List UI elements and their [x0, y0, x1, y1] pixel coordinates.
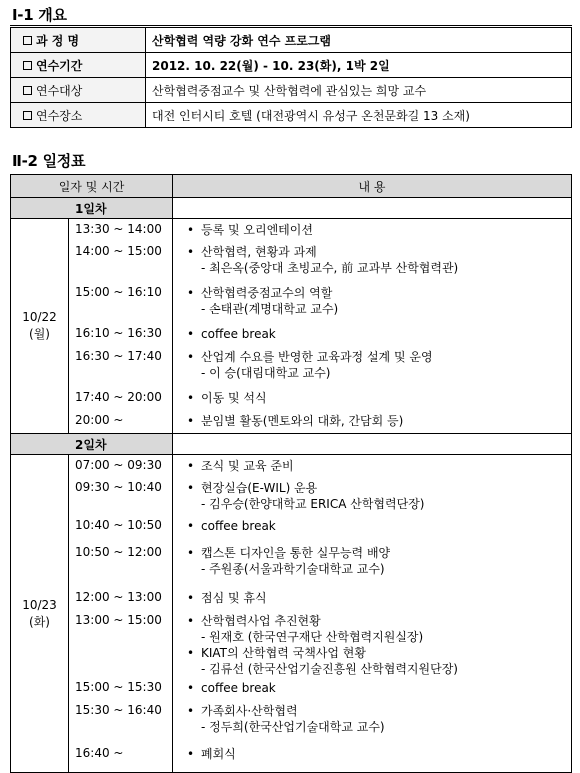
content-line: - 주원종(서울과학기술대학교 교수) — [201, 562, 385, 576]
content: • 산학협력사업 추진현황 - 원재호 (한국연구재단 산학협력지원실장) • KIAT의 산학협력 국책사업 현황 - 김류선 (한국산업기술진흥원 산학협력지원단장) — [173, 610, 572, 677]
content-line: 등록 및 오리엔테이션 — [201, 223, 313, 237]
date-cell — [11, 219, 69, 434]
content: • 이동 및 석식 — [173, 387, 572, 410]
table-row — [11, 241, 572, 282]
schedule-header-row — [11, 175, 572, 198]
content-line: 조식 및 교육 준비 — [201, 459, 294, 473]
content: • 분임별 활동(멘토와의 대화, 간담회 등) — [173, 410, 572, 434]
overview-row — [11, 78, 572, 103]
content: • 산학협력중점교수의 역할 - 손태관(계명대학교 교수) — [173, 282, 572, 323]
day-blank — [173, 434, 572, 455]
overview-row — [11, 103, 572, 128]
overview-table — [10, 27, 572, 128]
header-datetime: 일자 및 시간 — [11, 175, 173, 198]
content-line: 산학협력중점교수의 역할 — [201, 286, 333, 300]
overview-row — [11, 28, 572, 53]
table-row — [11, 323, 572, 346]
content: • 조식 및 교육 준비 — [173, 455, 572, 478]
content-line: - 김우승(한양대학교 ERICA 산학협력단장) — [201, 497, 425, 511]
content-line: - 정두희(한국산업기술대학교 교수) — [201, 720, 385, 734]
overview-value: 대전 인터시티 호텔 (대전광역시 유성구 온천문화길 13 소재) — [146, 103, 572, 128]
table-row — [11, 219, 572, 242]
content-line: 점심 및 휴식 — [201, 591, 267, 605]
table-row — [11, 610, 572, 677]
time: 12:00 ~ 13:00 — [69, 587, 173, 610]
content-line: 산학협력, 현황과 과제 — [201, 245, 317, 259]
day-label: 2일차 — [11, 434, 173, 455]
content-line: - 이 승(대림대학교 교수) — [201, 366, 331, 380]
content-line: coffee break — [201, 327, 276, 341]
table-row — [11, 410, 572, 434]
content-line: coffee break — [201, 519, 276, 533]
time: 15:00 ~ 15:30 — [69, 677, 173, 700]
time: 15:00 ~ 16:10 — [69, 282, 173, 323]
time: 14:00 ~ 15:00 — [69, 241, 173, 282]
content-line: 캡스톤 디자인을 통한 실무능력 배양 — [201, 546, 391, 560]
content-line: 분임별 활동(멘토와의 대화, 간담회 등) — [201, 414, 404, 428]
overview-value: 산학협력중점교수 및 산학협력에 관심있는 희망 교수 — [146, 78, 572, 103]
table-row — [11, 477, 572, 515]
time: 16:10 ~ 16:30 — [69, 323, 173, 346]
content: • 산학협력, 현황과 과제 - 최은옥(중앙대 초빙교수, 前 교과부 산학협력관) — [173, 241, 572, 282]
table-row — [11, 455, 572, 478]
content: • 캡스톤 디자인을 통한 실무능력 배양 - 주원종(서울과학기술대학교 교수) — [173, 542, 572, 587]
content: • 가족회사·산학협력 - 정두희(한국산업기술대학교 교수) — [173, 700, 572, 743]
checkbox-icon — [23, 111, 32, 120]
time: 20:00 ~ — [69, 410, 173, 434]
overview-label-cell — [11, 103, 146, 128]
table-row — [11, 700, 572, 743]
overview-label: 연수기간 — [36, 58, 83, 73]
content: • coffee break — [173, 323, 572, 346]
table-row — [11, 346, 572, 387]
day-row — [11, 434, 572, 455]
time: 07:00 ~ 09:30 — [69, 455, 173, 478]
content: • 현장실습(E-WIL) 운용 - 김우승(한양대학교 ERICA 산학협력단장) — [173, 477, 572, 515]
table-row — [11, 677, 572, 700]
time: 09:30 ~ 10:40 — [69, 477, 173, 515]
weekday: (화) — [29, 614, 50, 629]
table-row — [11, 387, 572, 410]
content-line: 산학협력사업 추진현황 — [201, 614, 321, 628]
table-row — [11, 743, 572, 773]
overview-label-cell — [11, 78, 146, 103]
table-row — [11, 542, 572, 587]
checkbox-icon — [23, 61, 32, 70]
content-line: 가족회사·산학협력 — [201, 704, 298, 718]
time: 17:40 ~ 20:00 — [69, 387, 173, 410]
date: 10/22 — [22, 310, 57, 324]
content-line: - 최은옥(중앙대 초빙교수, 前 교과부 산학협력관) — [201, 261, 459, 275]
time: 15:30 ~ 16:40 — [69, 700, 173, 743]
day-row — [11, 198, 572, 219]
content: • coffee break — [173, 677, 572, 700]
table-row — [11, 587, 572, 610]
overview-value: 산학협력 역량 강화 연수 프로그램 — [146, 28, 572, 53]
content: • coffee break — [173, 515, 572, 542]
content-line: 산업계 수요를 반영한 교육과정 설계 및 운영 — [201, 350, 433, 364]
table-row — [11, 515, 572, 542]
section1-rule — [10, 25, 572, 26]
day-blank — [173, 198, 572, 219]
content: • 등록 및 오리엔테이션 — [173, 219, 572, 242]
date: 10/23 — [22, 597, 57, 612]
content: • 폐회식 — [173, 743, 572, 773]
section2-title: Ⅱ-2 일정표 — [12, 152, 86, 170]
table-row — [11, 282, 572, 323]
weekday: (월) — [29, 327, 50, 341]
time: 13:30 ~ 14:00 — [69, 219, 173, 242]
content-line: coffee break — [201, 681, 276, 695]
content-line: 폐회식 — [201, 747, 236, 761]
overview-label: 연수대상 — [36, 83, 83, 98]
time: 10:50 ~ 12:00 — [69, 542, 173, 587]
header-content: 내 용 — [173, 175, 572, 198]
content-line: 이동 및 석식 — [201, 391, 267, 405]
content-line: KIAT의 산학협력 국책사업 현황 — [201, 646, 366, 660]
time: 16:40 ~ — [69, 743, 173, 773]
overview-label-cell — [11, 53, 146, 78]
overview-label: 연수장소 — [36, 108, 83, 123]
time: 13:00 ~ 15:00 — [69, 610, 173, 677]
content-line: - 김류선 (한국산업기술진흥원 산학협력지원단장) — [201, 662, 458, 676]
day-label: 1일차 — [11, 198, 173, 219]
section1-title: Ⅰ-1 개요 — [12, 6, 67, 24]
content-line: 현장실습(E-WIL) 운용 — [201, 481, 318, 495]
overview-value: 2012. 10. 22(월) - 10. 23(화), 1박 2일 — [146, 53, 572, 78]
time: 16:30 ~ 17:40 — [69, 346, 173, 387]
checkbox-icon — [23, 36, 32, 45]
overview-label-cell — [11, 28, 146, 53]
checkbox-icon — [23, 86, 32, 95]
overview-row — [11, 53, 572, 78]
content-line: - 원재호 (한국연구재단 산학협력지원실장) — [201, 630, 424, 644]
schedule-table — [10, 174, 572, 773]
content: • 점심 및 휴식 — [173, 587, 572, 610]
date-cell — [11, 455, 69, 773]
content-line: - 손태관(계명대학교 교수) — [201, 302, 339, 316]
time: 10:40 ~ 10:50 — [69, 515, 173, 542]
content: • 산업계 수요를 반영한 교육과정 설계 및 운영 - 이 승(대림대학교 교수) — [173, 346, 572, 387]
overview-label: 과 정 명 — [36, 33, 80, 48]
